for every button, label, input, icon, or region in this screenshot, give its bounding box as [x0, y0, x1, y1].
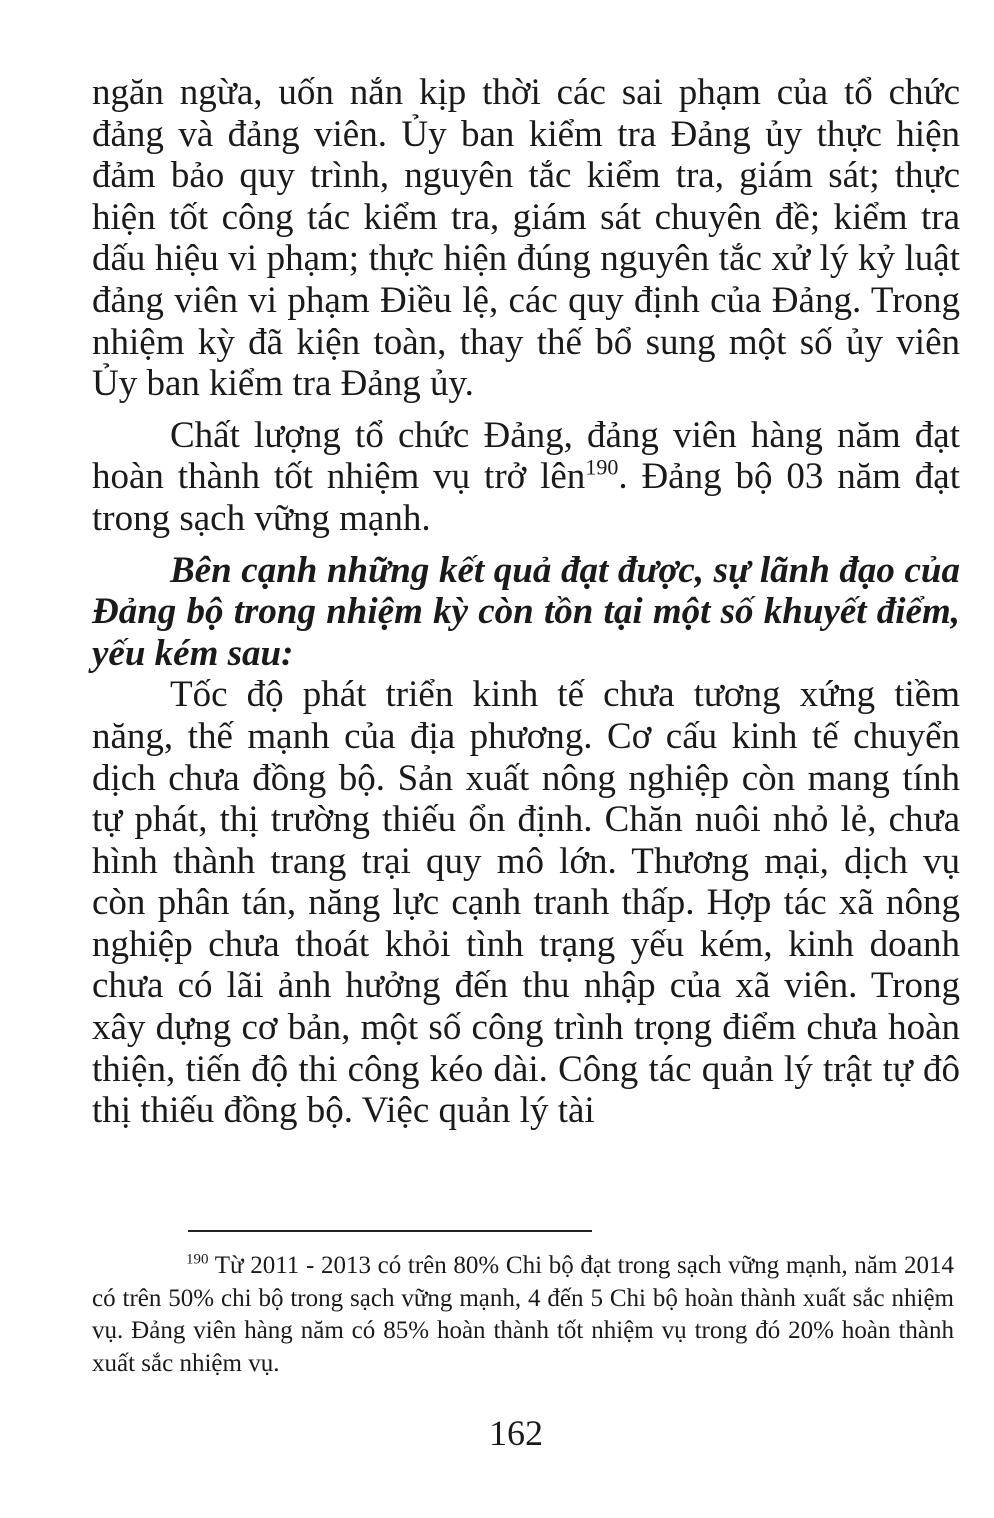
- page-number: 162: [489, 1413, 543, 1453]
- body-text: [92, 72, 960, 1132]
- paragraph-kiem-tra: ngăn ngừa, uốn nắn kịp thời các sai phạm của tổ chức đảng và đảng viên. Ủy ban kiểm tra Đảng ủy thực hiện đảm bảo quy trình, nguyên tắc kiểm tra, giám sát; thực hiện tốt công tác kiểm tra, giám sát chuyên đề; kiểm tra dấu hiệu vi phạm; thực hiện đúng nguyên tắc xử lý kỷ luật đảng viên vi phạm Điều lệ, các quy định của Đảng. Trong nhiệm kỳ đã kiện toàn, thay thế bổ sung một số ủy viên Ủy ban kiểm tra Đảng ủy.: [92, 72, 960, 405]
- footnote: [92, 1250, 954, 1380]
- footnote-text: Từ 2011 - 2013 có trên 80% Chi bộ đạt trong sạch vững mạnh, năm 2014 có trên 50% chi bộ trong sạch vững mạnh, 4 đến 5 Chi bộ hoàn thành xuất sắc nhiệm vụ. Đảng viên hàng năm có 85% hoàn thành tốt nhiệm vụ trong đó 20% hoàn thành xuất sắc nhiệm vụ.: [92, 1252, 954, 1377]
- paragraph-chat-luong-tail: . Đảng bộ 03 năm đạt trong sạch vững mạnh.: [92, 456, 960, 539]
- paragraph-chat-luong-text: Chất lượng tổ chức Đảng, đảng viên hàng năm đạt hoàn thành tốt nhiệm vụ trở lên: [92, 414, 960, 498]
- footnote-divider: [188, 1230, 592, 1232]
- footnote-reference[interactable]: 190: [585, 455, 619, 481]
- paragraph-chat-luong: [92, 415, 960, 540]
- footnote-number: 190: [186, 1251, 209, 1268]
- paragraph-khuyet-diem: Tốc độ phát triển kinh tế chưa tương xứng tiềm năng, thế mạnh của địa phương. Cơ cấu kinh tế chuyển dịch chưa đồng bộ. Sản xuất nông nghiệp còn mang tính tự phát, thị trường thiếu ổn định. Chăn nuôi nhỏ lẻ, chưa hình thành trang trại quy mô lớn. Thương mại, dịch vụ còn phân tán, năng lực cạnh tranh thấp. Hợp tác xã nông nghiệp chưa thoát khỏi tình trạng yếu kém, kinh doanh chưa có lãi ảnh hưởng đến thu nhập của xã viên. Trong xây dựng cơ bản, một số công trình trọng điểm chưa hoàn thiện, tiến độ thi công kéo dài. Công tác quản lý trật tự đô thị thiếu đồng bộ. Việc quản lý tài: [92, 674, 960, 1132]
- section-heading: Bên cạnh những kết quả đạt được, sự lãnh đạo của Đảng bộ trong nhiệm kỳ còn tồn tại một số khuyết điểm, yếu kém sau:: [92, 549, 960, 674]
